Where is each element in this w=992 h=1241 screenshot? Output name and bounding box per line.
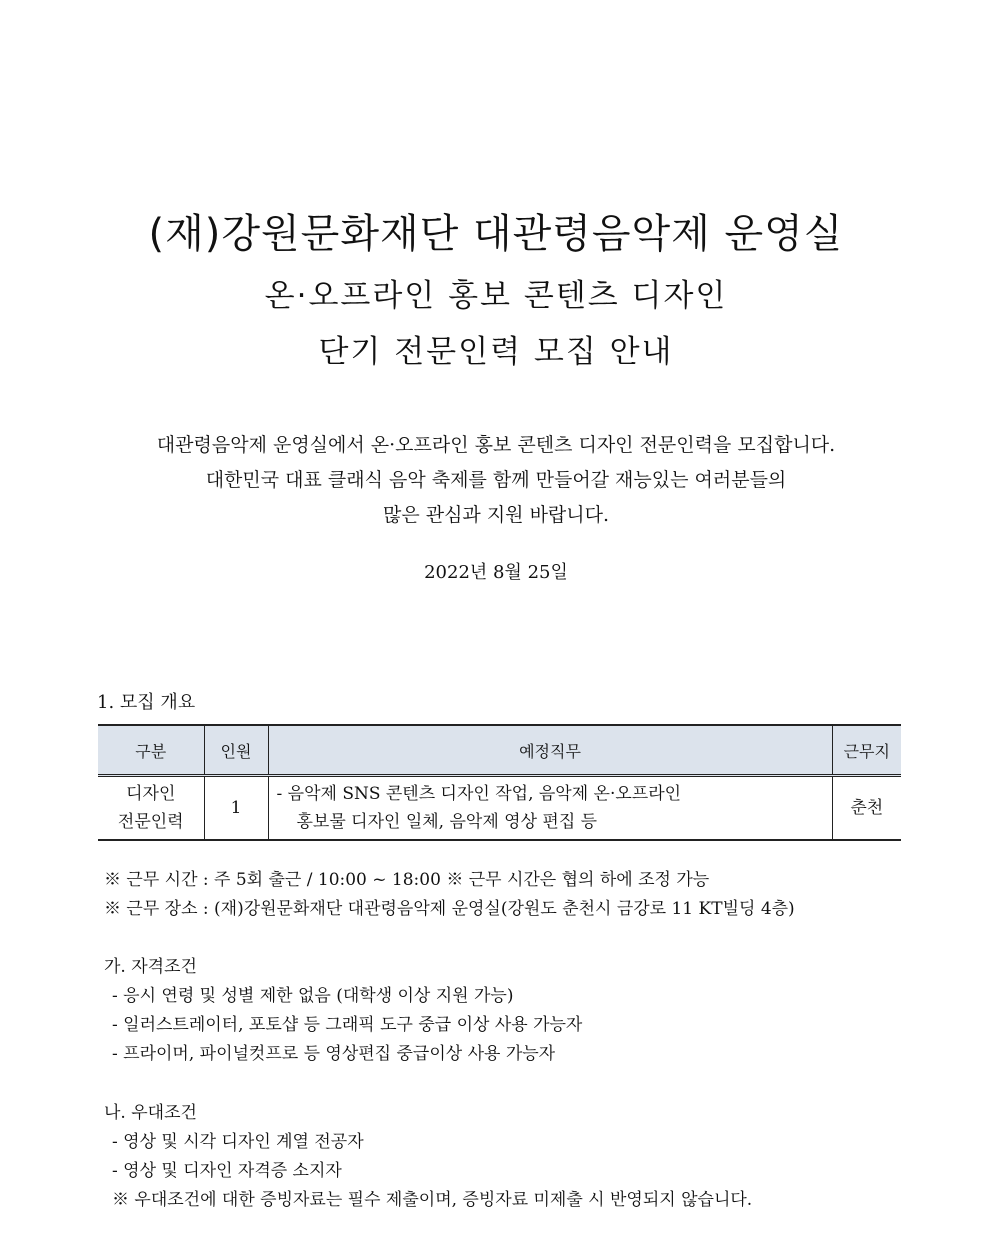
table-row	[98, 776, 901, 841]
work-notes	[104, 866, 795, 924]
qualifications-section	[104, 953, 582, 1069]
title-line-2: 온·오프라인 홍보 콘텐츠 디자인	[264, 278, 728, 314]
title-line-3: 단기 전문인력 모집 안내	[318, 334, 674, 370]
list-item: - 프라이머, 파이널컷프로 등 영상편집 중급이상 사용 가능자	[112, 1044, 556, 1064]
header-duty: 예정직무	[268, 725, 832, 776]
cell-count: 1	[204, 776, 268, 841]
cell-category	[98, 776, 204, 841]
table-header-row	[98, 725, 901, 776]
cell-duty	[268, 776, 832, 841]
document-title	[0, 206, 992, 380]
intro-line-2: 대한민국 대표 클래식 음악 축제를 함께 만들어갈 재능있는 여러분들의	[205, 469, 787, 491]
recruitment-table	[98, 724, 901, 841]
intro-line-3: 많은 관심과 지원 바랍니다.	[382, 504, 610, 526]
list-item: - 영상 및 디자인 자격증 소지자	[112, 1161, 342, 1181]
category-line-1: 디자인	[126, 784, 176, 804]
duty-line-1: - 음악제 SNS 콘텐츠 디자인 작업, 음악제 온·오프라인	[276, 784, 682, 804]
duty-line-2: 홍보물 디자인 일체, 음악제 영상 편집 등	[296, 812, 598, 832]
intro-paragraph	[0, 428, 992, 533]
announcement-date: 2022년 8월 25일	[424, 562, 568, 583]
preferences-title: 나. 우대조건	[104, 1103, 197, 1123]
list-item: - 응시 연령 및 성별 제한 없음 (대학생 이상 지원 가능)	[112, 986, 514, 1006]
preferences-section	[104, 1099, 752, 1215]
note-work-place: ※ 근무 장소 : (재)강원문화재단 대관령음악제 운영실(강원도 춘천시 금강로 11 KT빌딩 4층)	[104, 899, 795, 919]
section-1-title: 1. 모집 개요	[97, 692, 196, 713]
note-work-hours: ※ 근무 시간 : 주 5회 출근 / 10:00 ~ 18:00 ※ 근무 시간은 협의 하에 조정 가능	[104, 870, 710, 890]
list-item: - 일러스트레이터, 포토샵 등 그래픽 도구 중급 이상 사용 가능자	[112, 1015, 583, 1035]
intro-line-1: 대관령음악제 운영실에서 온·오프라인 홍보 콘텐츠 디자인 전문인력을 모집합니다.	[156, 434, 836, 456]
title-line-1: (재)강원문화재단 대관령음악제 운영실	[148, 211, 844, 257]
category-line-2: 전문인력	[117, 812, 184, 832]
list-item: - 영상 및 시각 디자인 계열 전공자	[112, 1132, 364, 1152]
list-item: ※ 우대조건에 대한 증빙자료는 필수 제출이며, 증빙자료 미제출 시 반영되지 않습니다.	[112, 1190, 753, 1210]
cell-location: 춘천	[832, 776, 901, 841]
header-count: 인원	[204, 725, 268, 776]
qualifications-title: 가. 자격조건	[104, 957, 197, 977]
header-location: 근무지	[832, 725, 901, 776]
header-category: 구분	[98, 725, 204, 776]
